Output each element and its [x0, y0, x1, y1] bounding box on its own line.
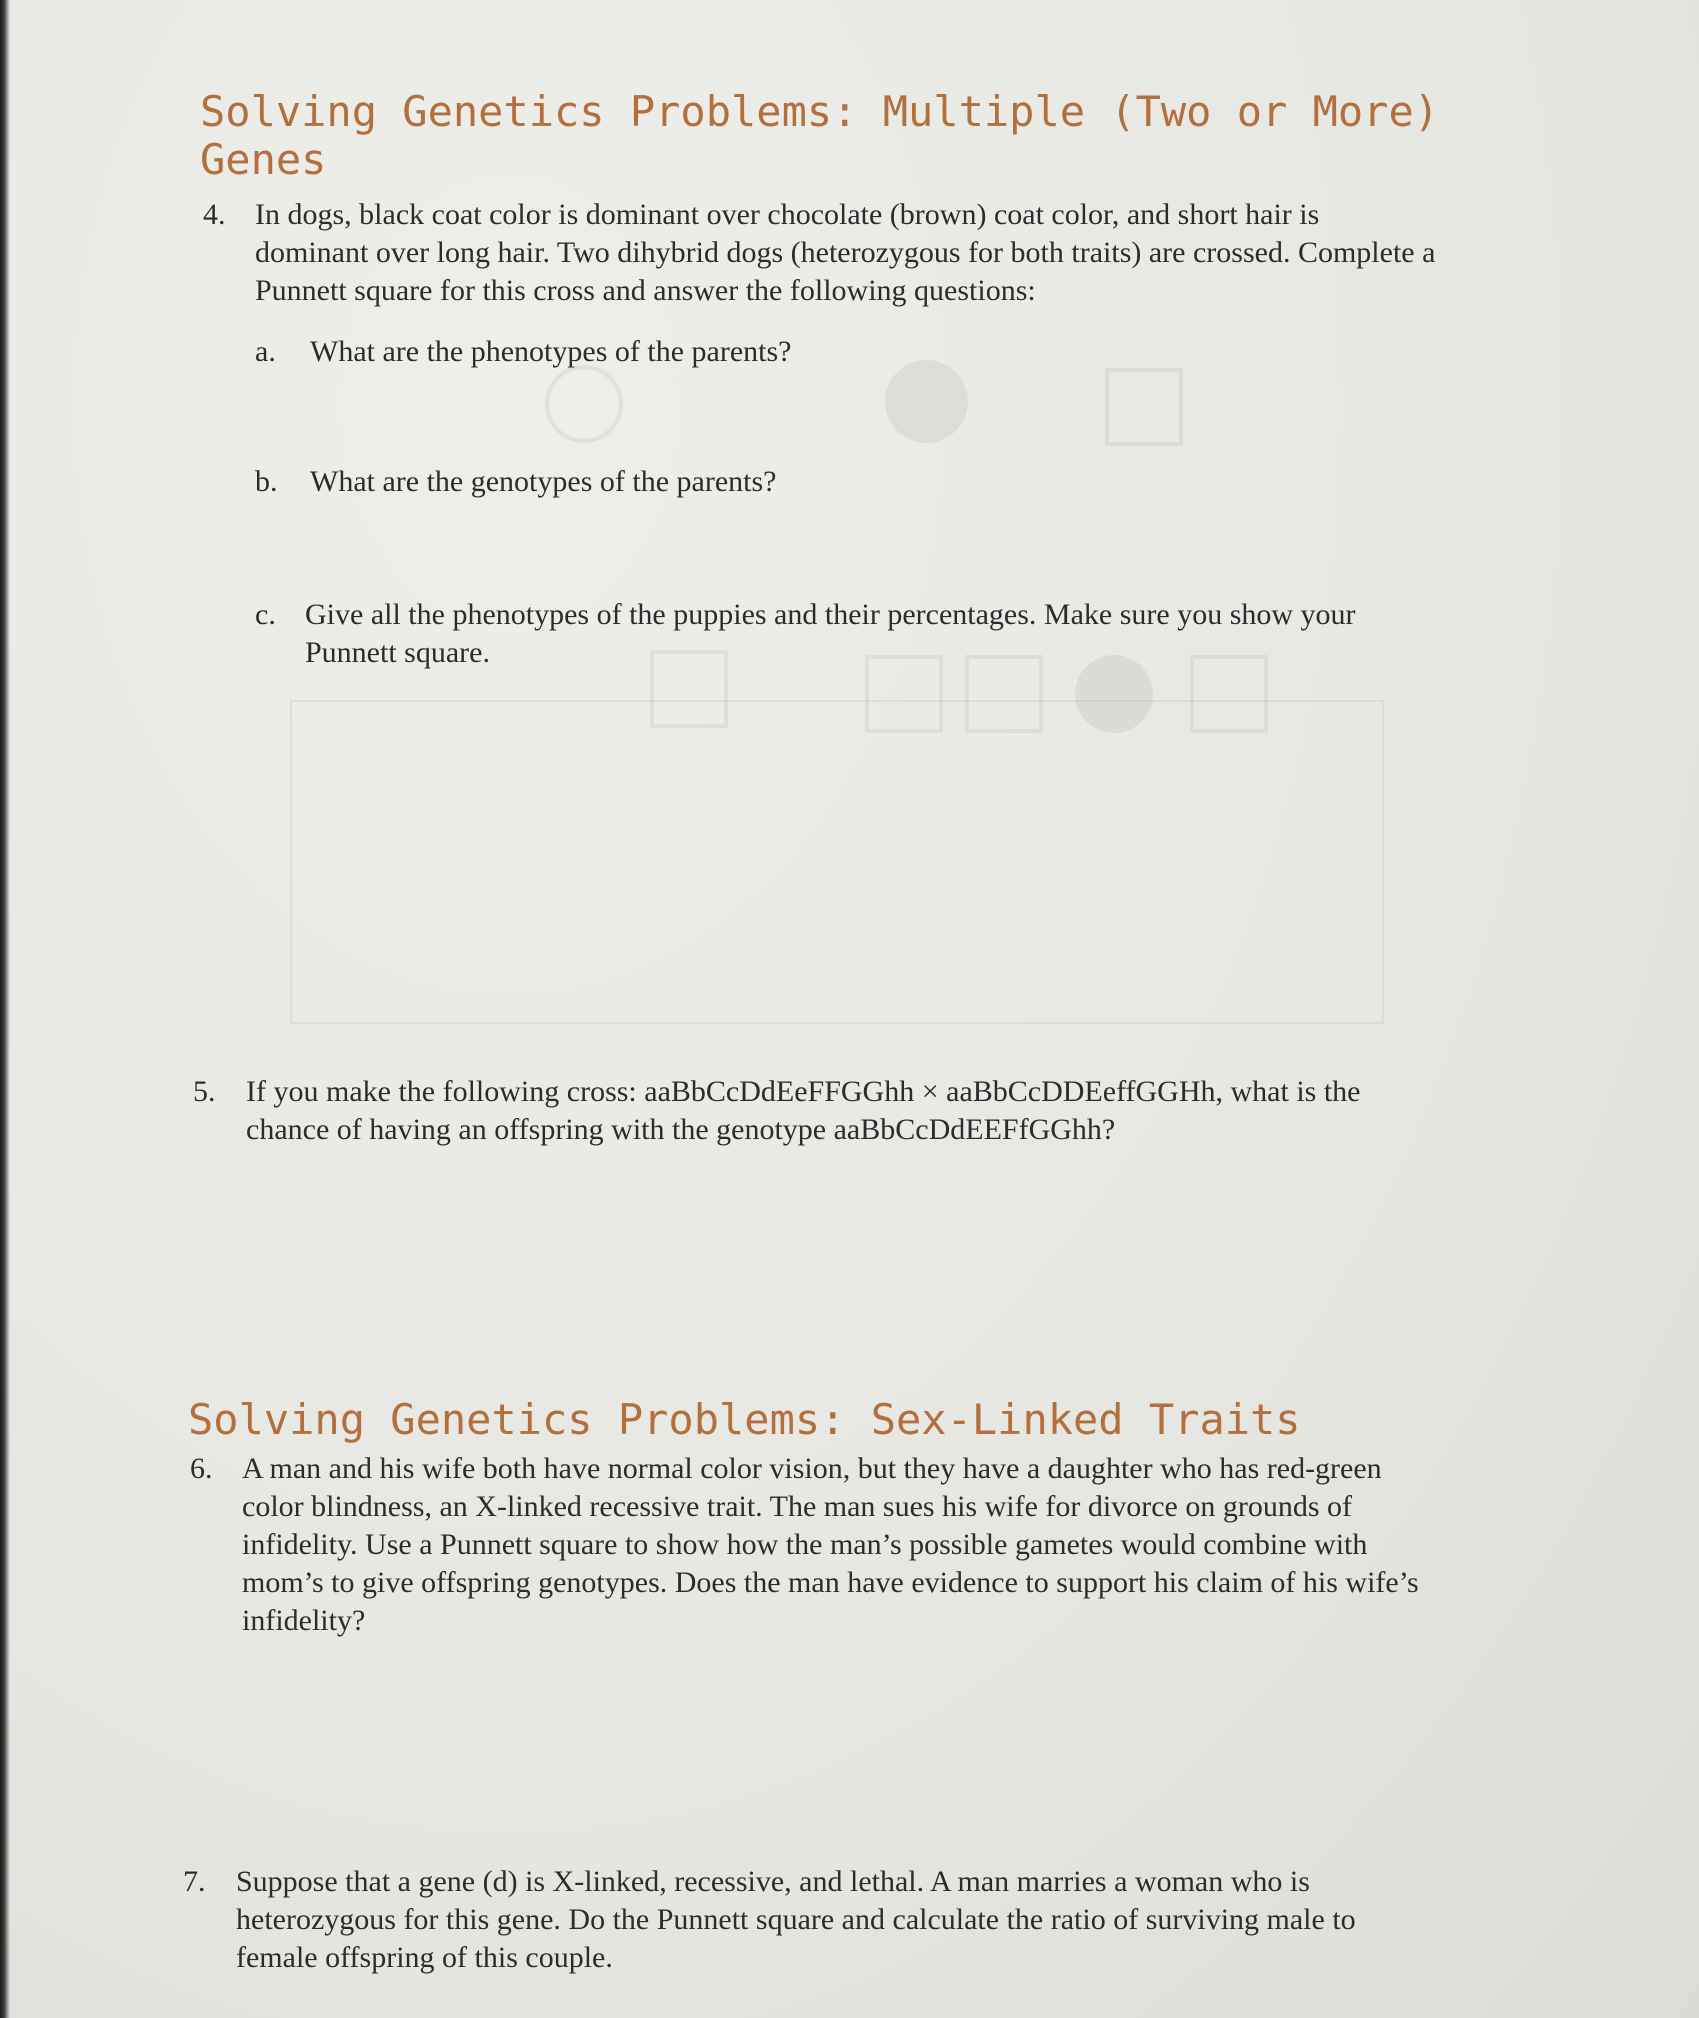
sub-letter: c. — [255, 598, 276, 631]
question-number: 7. — [183, 1865, 206, 1898]
sub-question-text: What are the phenotypes of the parents? — [310, 335, 792, 368]
section-title-sex-linked — [188, 1396, 1301, 1444]
sub-letter: b. — [255, 465, 278, 498]
question-number: 4. — [203, 198, 226, 231]
bleed-through-circle — [885, 360, 968, 443]
question-text: In dogs, black coat color is dominant over chocolate (brown) coat color, and short hair is dominant over long hair. Two dihybrid dogs (heterozygous for both traits) are crossed. Complete a Punnett square for this cross and answer the following questions: — [255, 198, 1436, 307]
bleed-through-box — [290, 700, 1384, 1024]
section-title: Solving Genetics Problems: Sex-Linked Traits — [188, 1395, 1301, 1444]
question-number: 5. — [193, 1075, 216, 1108]
bleed-through-square — [1105, 368, 1183, 446]
question-text: If you make the following cross: aaBbCcDdEeFFGGhh × aaBbCcDDEeffGGHh, what is the chance of having an offspring with the genotype aaBbCcDdEEFfGGhh? — [246, 1075, 1361, 1146]
question-text: A man and his wife both have normal color vision, but they have a daughter who has red-green color blindness, an X-linked recessive trait. The man sues his wife for divorce on grounds of infidelity. Use a Punnett square to show how the man’s possible gametes would combine with mom’s to give offspring genotypes. Does the man have evidence to support his claim of his wife’s infidelity? — [242, 1452, 1419, 1637]
question-number: 6. — [190, 1452, 213, 1485]
sub-question-text: What are the genotypes of the parents? — [310, 465, 777, 498]
sub-letter: a. — [255, 335, 276, 368]
binding-shadow — [0, 0, 10, 2018]
section-title-line1: Solving Genetics Problems: Multiple (Two or More) — [200, 87, 1440, 136]
section-title-multiple-genes — [200, 88, 1439, 184]
sub-question-text: Give all the phenotypes of the puppies and their percentages. Make sure you show your Punnett square. — [305, 598, 1356, 669]
bleed-through-circle — [545, 365, 623, 443]
question-text: Suppose that a gene (d) is X-linked, recessive, and lethal. A man marries a woman who is heterozygous for this gene. Do the Punnett square and calculate the ratio of surviving male to female offspring of this couple. — [236, 1865, 1356, 1974]
section-title-line2: Genes — [200, 135, 327, 184]
